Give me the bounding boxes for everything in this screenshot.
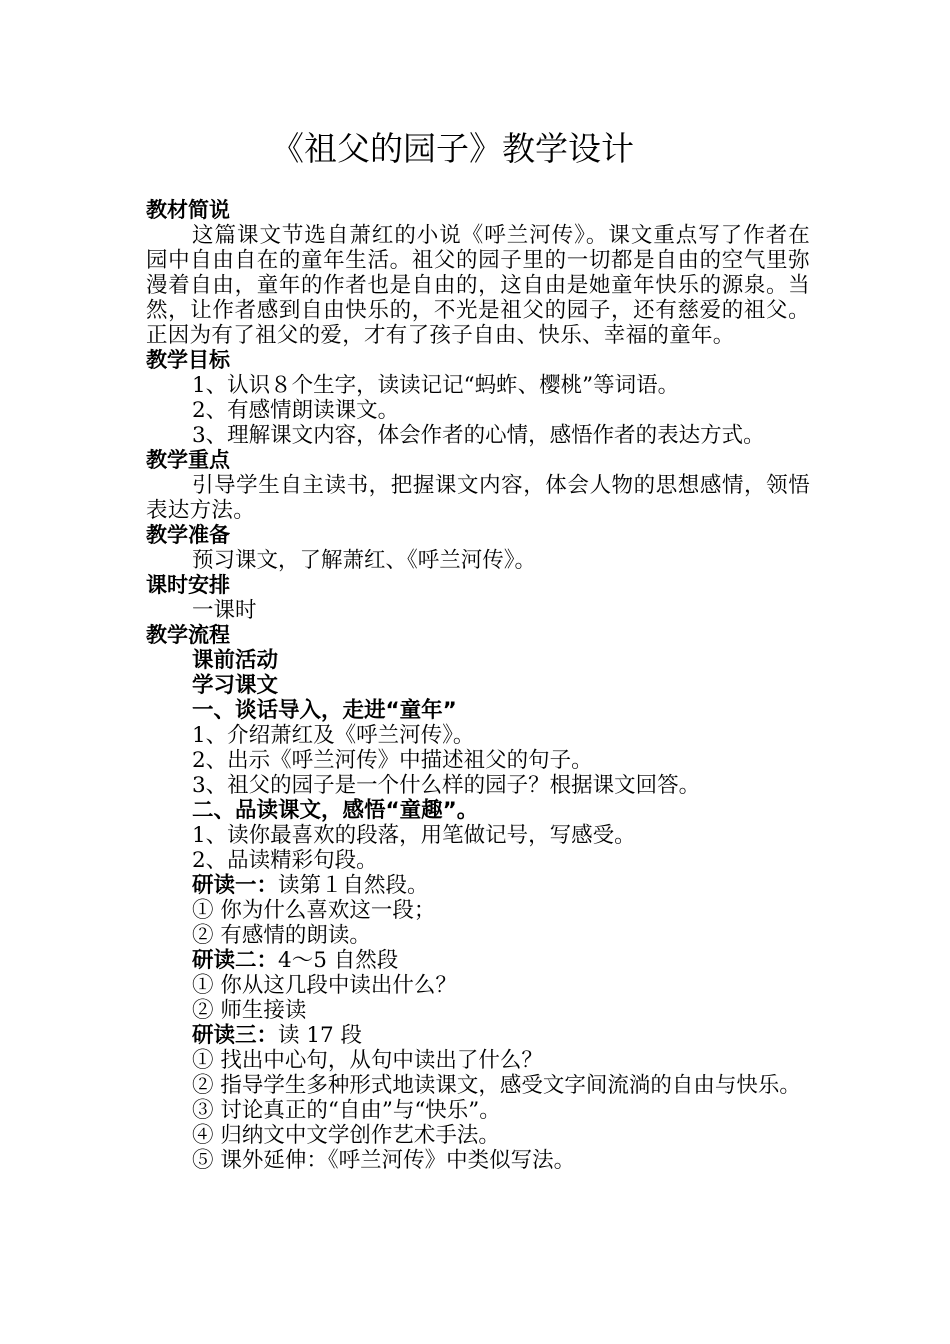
- goal-item: 3、理解课文内容，体会作者的心情，感悟作者的表达方式。: [192, 423, 765, 448]
- flow-learn-text: 学习课文: [192, 673, 279, 698]
- study2-item: ② 师生接读: [192, 998, 307, 1023]
- section-heading-time: 课时安排: [146, 573, 230, 597]
- study3-item: ④ 归纳文中文学创作艺术手法。: [192, 1123, 500, 1148]
- flow-pre-activity: 课前活动: [192, 648, 279, 673]
- goal-item: 2、有感情朗读课文。: [192, 398, 400, 423]
- document-body: [146, 198, 810, 1173]
- study3-item: ③ 讨论真正的“自由”与“快乐”。: [192, 1098, 501, 1123]
- study1-line: [146, 873, 810, 898]
- part1-title: 一、谈话导入，走进“童年”: [192, 698, 457, 723]
- document-title: 《祖父的园子》教学设计: [271, 129, 634, 168]
- study1-text: 读第１自然段。: [278, 873, 429, 898]
- section-heading-prep: 教学准备: [146, 523, 230, 547]
- study3-item: ⑤ 课外延伸：《呼兰河传》中类似写法。: [192, 1148, 576, 1173]
- intro-paragraph: 这篇课文节选自萧红的小说《呼兰河传》。课文重点写了作者在园中自由自在的童年生活。祖父的园子里的一切都是自由的空气里弥漫着自由，童年的作者也是自由的，这自由是她童年快乐的源泉。当然，让作者感到自由快乐的，不光是祖父的园子，还有慈爱的祖父。正因为有了祖父的爱，才有了孩子自由、快乐、幸福的童年。: [146, 223, 810, 348]
- study3-text: 读 17 段: [278, 1023, 363, 1048]
- study3-label: 研读三：: [192, 1023, 279, 1048]
- section-heading-focus: 教学重点: [146, 448, 230, 472]
- part2-item: 2、品读精彩句段。: [192, 848, 378, 873]
- part2-item: 1、读你最喜欢的段落，用笔做记号，写感受。: [192, 823, 636, 848]
- study2-item: ① 你从这几段中读出什么？: [192, 973, 457, 998]
- part1-item: 2、出示《呼兰河传》中描述祖父的句子。: [192, 748, 593, 773]
- section-heading-flow: 教学流程: [146, 623, 230, 647]
- prep-text: 预习课文，了解萧红、《呼兰河传》。: [192, 548, 537, 573]
- goal-item: 1、认识８个生字，读读记记“蚂蚱、樱桃”等词语。: [192, 373, 680, 398]
- focus-paragraph: 引导学生自主读书，把握课文内容，体会人物的思想感情，领悟表达方法。: [146, 473, 810, 523]
- study3-line: [146, 1023, 810, 1048]
- time-text: 一课时: [192, 598, 257, 623]
- study1-label: 研读一：: [192, 873, 279, 898]
- study2-text: 4～5 自然段: [278, 948, 399, 973]
- part1-item: 1、介绍萧红及《呼兰河传》。: [192, 723, 475, 748]
- study2-line: [146, 948, 810, 973]
- section-heading-intro: 教材简说: [146, 198, 230, 222]
- section-heading-goals: 教学目标: [146, 348, 230, 372]
- part1-item: 3、祖父的园子是一个什么样的园子？根据课文回答。: [192, 773, 701, 798]
- part2-title: 二、品读课文，感悟“童趣”。: [192, 798, 479, 823]
- study3-item: ② 指导学生多种形式地读课文，感受文字间流淌的自由与快乐。: [192, 1073, 801, 1098]
- study2-label: 研读二：: [192, 948, 279, 973]
- study1-item: ② 有感情的朗读。: [192, 923, 371, 948]
- study3-item: ① 找出中心句，从句中读出了什么？: [192, 1048, 543, 1073]
- study1-item: ① 你为什么喜欢这一段；: [192, 898, 436, 923]
